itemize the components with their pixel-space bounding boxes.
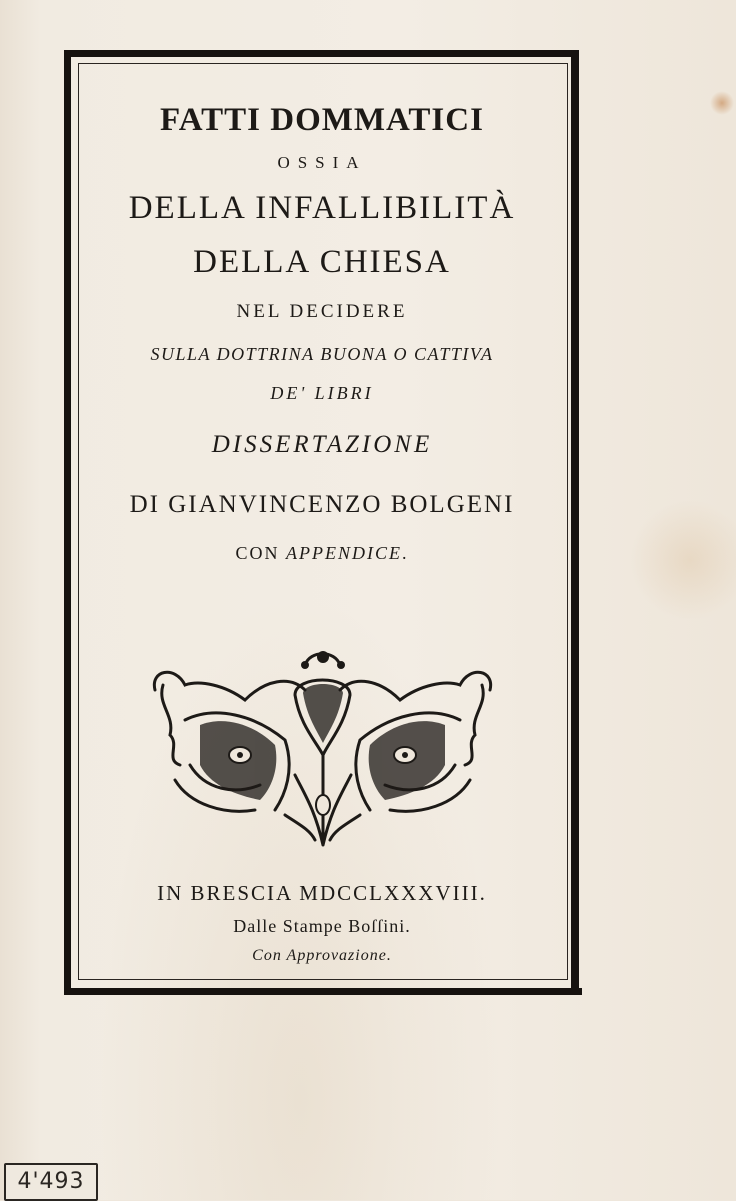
frame-top-rule (64, 50, 576, 57)
subtitle-line-2: DELLA CHIESA (193, 244, 451, 280)
imprint-approval: Con Approvazione. (252, 947, 392, 964)
frame-bottom-rule (64, 988, 582, 995)
imprint-printer: Dalle Stampe Boſſini. (233, 916, 411, 936)
connector-ossia: OSSIA (277, 153, 367, 172)
subtitle-line-3: NEL DECIDERE (236, 301, 408, 322)
shelf-label: 4'493 (4, 1163, 98, 1201)
subtitle-line-1: DELLA INFALLIBILITÀ (128, 190, 516, 226)
appendix-line (80, 533, 564, 573)
main-title: FATTI DOMMATICI (160, 102, 484, 138)
subtitle-line-5: DE' LIBRI (270, 383, 374, 403)
frame-right-rule (571, 50, 579, 990)
appendix-suffix: . (402, 543, 409, 563)
imprint-block (80, 875, 564, 971)
ornament-vignette (145, 645, 500, 860)
subtitle-line-4: SULLA DOTTRINA BUONA O CATTIVA (150, 344, 494, 364)
frame-left-rule (64, 50, 71, 995)
genre-line: DISSERTAZIONE (211, 431, 433, 458)
appendix-prefix: CON (235, 543, 287, 563)
title-block (80, 95, 564, 573)
appendix-word: APPENDICE (286, 543, 402, 563)
imprint-place-date: IN BRESCIA MDCCLXXXVIII. (157, 881, 487, 905)
author-line: DI GIANVINCENZO BOLGENI (129, 491, 515, 518)
